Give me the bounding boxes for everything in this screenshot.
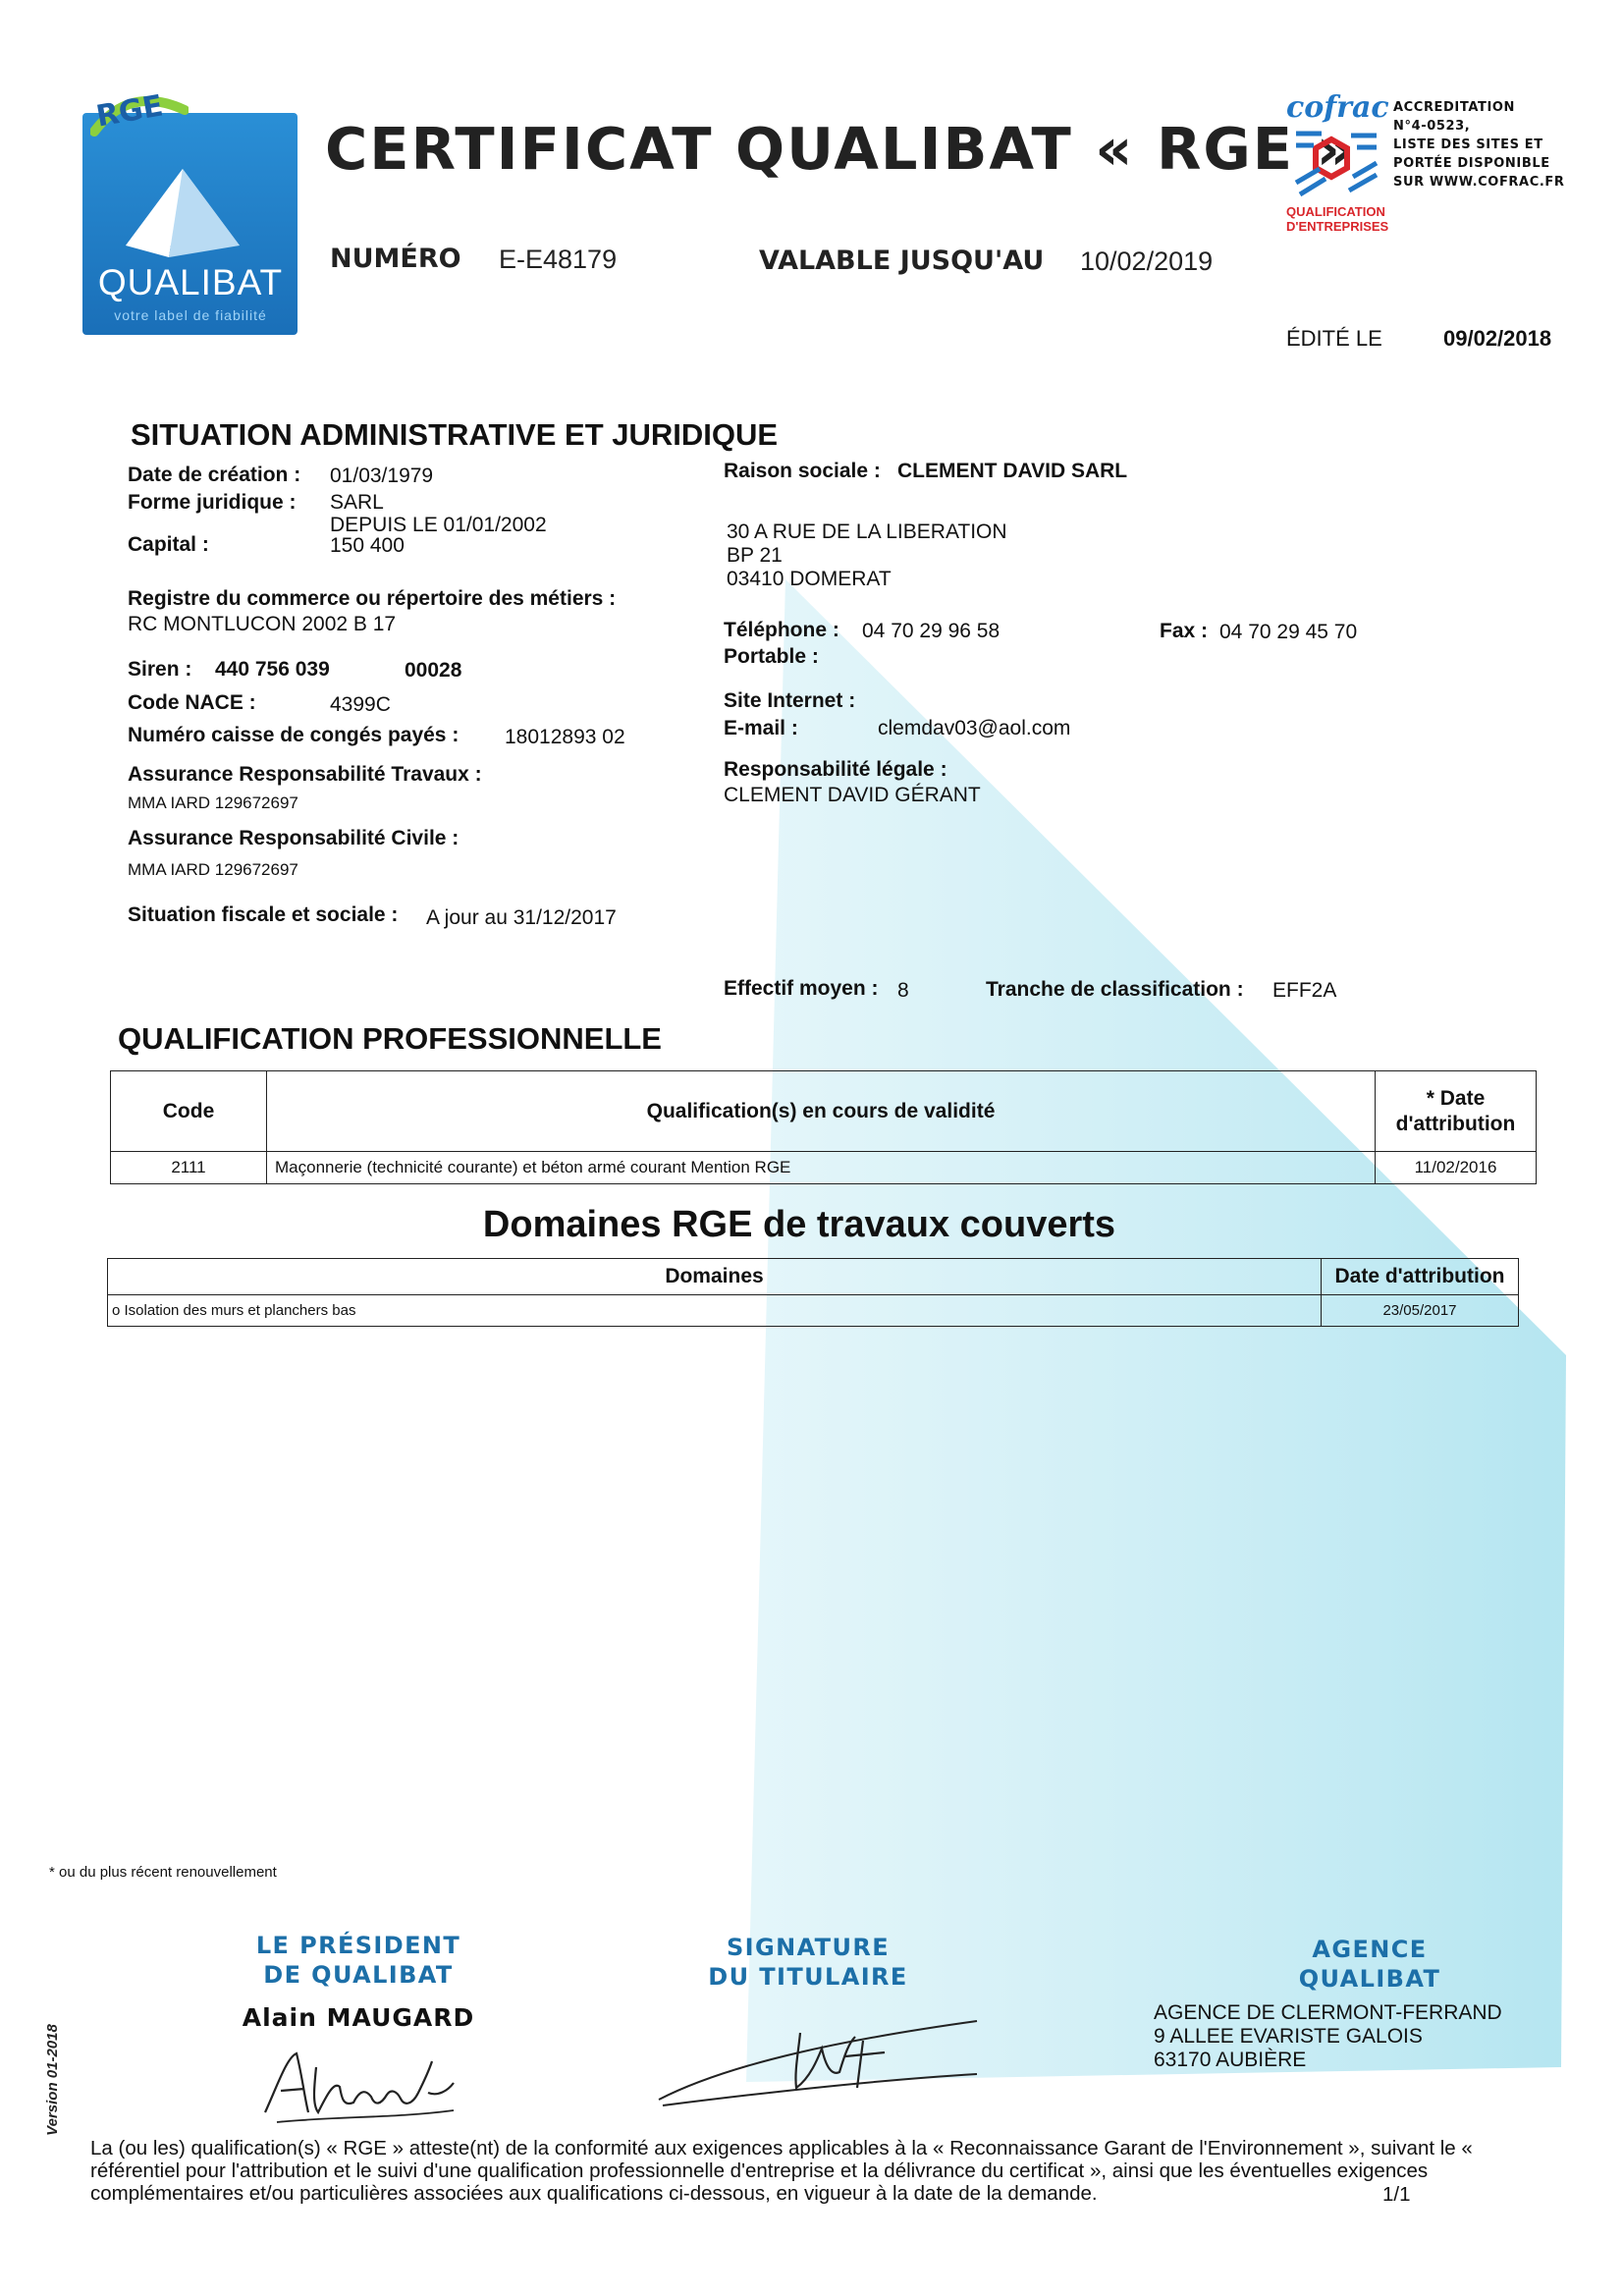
accreditation-line: N°4-0523,: [1393, 119, 1471, 134]
agence-address-line: 9 ALLEE EVARISTE GALOIS: [1154, 2025, 1423, 2048]
legal-line: complémentaires et/ou particulières associées aux qualifications ci-dessous, en vigueur à la date de la demande.: [90, 2182, 1098, 2205]
edite-label: ÉDITÉ LE: [1286, 326, 1382, 351]
qualibat-logo: [82, 113, 298, 335]
capital-label: Capital :: [128, 533, 209, 556]
conges-label: Numéro caisse de congés payés :: [128, 724, 460, 746]
agence-heading-line-1: AGENCE: [1312, 1936, 1428, 1963]
telephone-value: 04 70 29 96 58: [862, 620, 1001, 642]
page-title: CERTIFICAT QUALIBAT « RGE »: [325, 115, 1356, 183]
valable-label: VALABLE JUSQU'AU: [759, 246, 1045, 276]
accreditation-line: PORTÉE DISPONIBLE: [1393, 156, 1550, 171]
siren-label: Siren :: [128, 658, 192, 681]
domaine-date: 23/05/2017: [1322, 1295, 1519, 1327]
qualification-date: 11/02/2016: [1376, 1152, 1537, 1184]
conges-value: 18012893 02: [505, 726, 625, 748]
president-name: Alain MAUGARD: [242, 2003, 475, 2032]
raison-label: Raison sociale :: [724, 460, 881, 482]
president-signature: [257, 2048, 463, 2126]
situation-title: SITUATION ADMINISTRATIVE ET JURIDIQUE: [131, 417, 779, 452]
pyramid-icon: [122, 167, 244, 260]
qualification-header-code: Code: [111, 1071, 267, 1152]
president-heading-line-1: LE PRÉSIDENT: [255, 1932, 461, 1959]
raison-value: CLEMENT DAVID SARL: [897, 460, 1128, 482]
cofrac-subtitle: [1286, 204, 1388, 234]
page-number: 1/1: [1382, 2183, 1411, 2206]
email-value: clemdav03@aol.com: [878, 717, 1071, 739]
qualification-header-qualif: Qualification(s) en cours de validité: [267, 1071, 1376, 1152]
legal-text: [90, 2137, 1563, 2205]
date-creation-value: 01/03/1979: [330, 465, 434, 487]
legal-line: référentiel pour l'attribution et le suivi d'une qualification professionnelle d'entreprise et la délivrance du certificat », ainsi que les éventuelles exigences: [90, 2159, 1429, 2182]
fiscale-value: A jour au 31/12/2017: [426, 906, 617, 929]
assurance-travaux-label: Assurance Responsabilité Travaux :: [128, 763, 482, 786]
qualification-header-date: [1376, 1071, 1537, 1152]
forme-value: SARL: [330, 491, 384, 514]
qualification-title: QUALIFICATION PROFESSIONNELLE: [118, 1021, 662, 1056]
qualification-header-date-line-1: * Date: [1426, 1086, 1486, 1110]
registre-value: RC MONTLUCON 2002 B 17: [128, 613, 397, 635]
tranche-label: Tranche de classification :: [986, 978, 1244, 1001]
cofrac-hexagon-icon: [1292, 126, 1380, 200]
valable-value: 10/02/2019: [1080, 246, 1214, 276]
legal-line: La (ou les) qualification(s) « RGE » atteste(nt) de la conformité aux exigences applicables à la « Reconnaissance Garant de l'Environnement », suivant le «: [90, 2137, 1473, 2159]
signature-heading-line-2: DU TITULAIRE: [708, 1963, 908, 1991]
forme-since: DEPUIS LE 01/01/2002: [330, 514, 547, 536]
agence-address: [1154, 2001, 1502, 2072]
accreditation-line: LISTE DES SITES ET: [1393, 137, 1543, 152]
address-line: 30 A RUE DE LA LIBERATION: [727, 520, 1007, 543]
registre-label: Registre du commerce ou répertoire des métiers :: [128, 587, 617, 610]
titulaire-signature: [653, 1994, 987, 2111]
qualification-table: [110, 1070, 1537, 1184]
fiscale-label: Situation fiscale et sociale :: [128, 903, 399, 926]
domaines-table: [107, 1258, 1519, 1327]
footnote: * ou du plus récent renouvellement: [49, 1864, 277, 1881]
telephone-label: Téléphone :: [724, 619, 839, 641]
assurance-civile-value: MMA IARD 129672697: [128, 860, 298, 879]
forme-label: Forme juridique :: [128, 491, 297, 514]
accreditation-line: ACCREDITATION: [1393, 100, 1516, 115]
resp-label: Responsabilité légale :: [724, 758, 947, 781]
cofrac-subtitle-line-2: D'ENTREPRISES: [1286, 219, 1389, 234]
qualification-header-date-line-2: d'attribution: [1395, 1112, 1516, 1135]
qualibat-wordmark: QUALIBAT: [97, 262, 284, 302]
portable-label: Portable :: [724, 645, 819, 668]
president-heading-line-2: DE QUALIBAT: [263, 1961, 454, 1989]
tranche-value: EFF2A: [1272, 979, 1337, 1002]
effectif-label: Effectif moyen :: [724, 977, 879, 1000]
domaine-label: o Isolation des murs et planchers bas: [108, 1295, 1322, 1327]
signature-heading: [693, 1933, 923, 1992]
assurance-travaux-value: MMA IARD 129672697: [128, 793, 298, 812]
siren-suffix: 00028: [405, 659, 462, 682]
version-label: Version 01-2018: [44, 2024, 61, 2136]
effectif-value: 8: [897, 979, 909, 1002]
qualibat-tagline: votre label de fiabilité: [114, 307, 267, 323]
president-heading: [236, 1931, 481, 1990]
numero-label: NUMÉRO: [330, 244, 461, 274]
siren-value: 440 756 039: [215, 658, 330, 681]
capital-value: 150 400: [330, 534, 405, 557]
address-line: BP 21: [727, 544, 783, 567]
cofrac-logo-text: cofrac: [1286, 90, 1389, 125]
domaines-title: Domaines RGE de travaux couverts: [482, 1204, 1116, 1245]
qualification-header-row: [111, 1071, 1537, 1152]
assurance-civile-label: Assurance Responsabilité Civile :: [128, 827, 460, 849]
domaines-header-domaine: Domaines: [108, 1259, 1322, 1295]
agence-heading: [1257, 1935, 1483, 1994]
domaines-header-date: Date d'attribution: [1322, 1259, 1519, 1295]
qualification-code: 2111: [111, 1152, 267, 1184]
edite-value: 09/02/2018: [1443, 326, 1552, 351]
signature-heading-line-1: SIGNATURE: [726, 1934, 891, 1961]
cofrac-accreditation: [1393, 98, 1564, 191]
fax-label: Fax :: [1160, 620, 1209, 642]
cofrac-subtitle-line-1: QUALIFICATION: [1286, 204, 1385, 219]
cofrac-logo: [1286, 90, 1389, 238]
rge-badge: [90, 88, 189, 141]
site-label: Site Internet :: [724, 689, 856, 712]
qualification-label: Maçonnerie (technicité courante) et béton armé courant Mention RGE: [267, 1152, 1376, 1184]
agence-address-line: AGENCE DE CLERMONT-FERRAND: [1154, 2001, 1502, 2024]
numero-value: E-E48179: [499, 245, 618, 274]
email-label: E-mail :: [724, 717, 798, 739]
domaines-header-row: [108, 1259, 1519, 1295]
fax-value: 04 70 29 45 70: [1219, 621, 1358, 643]
date-creation-label: Date de création :: [128, 464, 301, 486]
nace-value: 4399C: [330, 693, 391, 716]
agence-address-line: 63170 AUBIÈRE: [1154, 2049, 1307, 2071]
accreditation-line: SUR WWW.COFRAC.FR: [1393, 175, 1565, 190]
table-row: [111, 1152, 1537, 1184]
agence-heading-line-2: QUALIBAT: [1298, 1965, 1441, 1993]
address-line: 03410 DOMERAT: [727, 568, 892, 590]
rge-badge-label: RGE: [93, 88, 166, 135]
table-row: [108, 1295, 1519, 1327]
nace-label: Code NACE :: [128, 691, 256, 714]
resp-value: CLEMENT DAVID GÉRANT: [724, 784, 981, 806]
address: [727, 520, 1007, 591]
